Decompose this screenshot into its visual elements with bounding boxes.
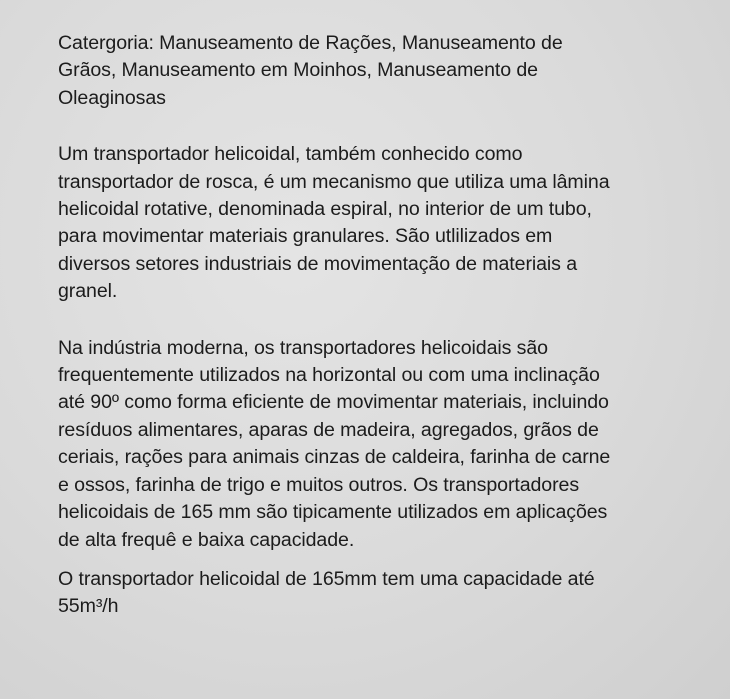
category-paragraph: Catergoria: Manuseamento de Rações, Manuseamento de Grãos, Manuseamento em Moinhos, Manuseamento de Oleaginosas [58,32,563,109]
intro-paragraph: Um transportador helicoidal, também conhecido como transportador de rosca, é um mecanismo que utiliza uma lâmina helicoidal rotative, denominada espiral, no interior de um tubo, para movimentar materiais granulares. São utlilizados em diversos setores industriais de movimentação de materiais a granel. [58,143,610,303]
industry-paragraph: Na indústria moderna, os transportadores helicoidais são frequentemente utilizados na horizontal ou com uma inclinação até 90º como forma eficiente de movimentar materiais, incluindo resíduos alimentares, aparas de madeira, agregados, grãos de ceriais, rações para animais cinzas de caldeira, farinha de carne e ossos, farinha de trigo e muitos outros. Os transportadores helicoidais de 165 mm são tipicamente utilizados em aplicações de alta frequê e baixa capacidade. [58,336,611,551]
document-body [58,30,718,621]
capacity-paragraph: O transportador helicoidal de 165mm tem uma capacidade até 55m³/h [58,567,595,618]
